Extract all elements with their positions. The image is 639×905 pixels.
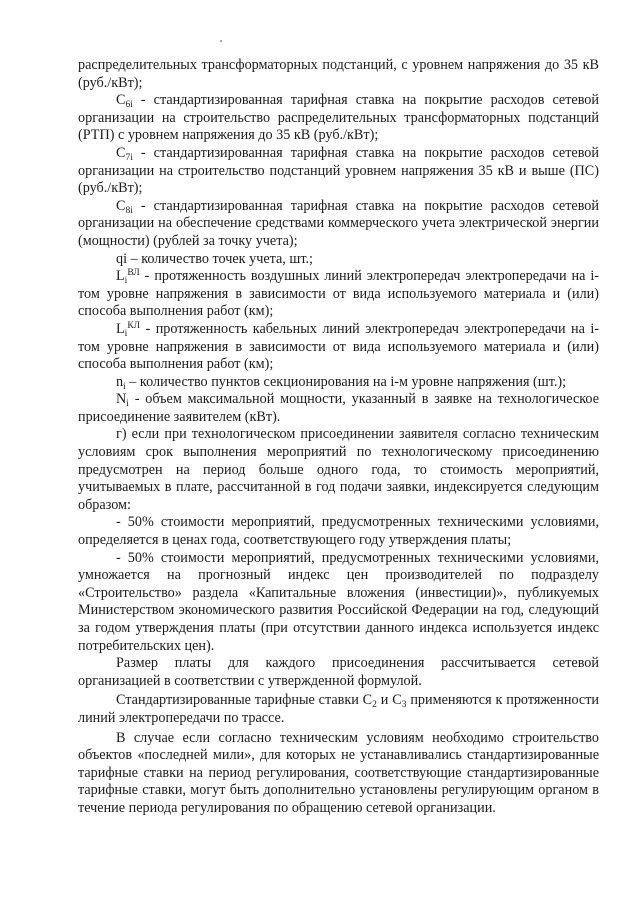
symbol: L <box>116 268 125 285</box>
definition-text: - стандартизированная тарифная ставка на покрытие расходов сетевой организации на обеспечение средствами коммерческого учета электрической энергии (мощности) (рублей за точку учета); <box>78 197 599 249</box>
list-item-first-half: - 50% стоимости мероприятий, предусмотренных техническими условиями, определяется в ценах года, соответствующего году утверждения платы; <box>78 514 599 549</box>
text-part: применяются к протяженности линий электропередачи по трассе. <box>78 692 599 726</box>
paragraph-rtp-continuation: распределительных трансформаторных подстанций, с уровнем напряжения до 35 кВ (руб./кВт); <box>78 57 599 91</box>
definition-text: - стандартизированная тарифная ставка на покрытие расходов сетевой организации на строительство распределительных трансформаторных подстанций (РТП) с уровнем напряжения до 35 кВ (руб./кВт); <box>78 92 599 144</box>
subscript: i <box>124 328 128 339</box>
subscript: i <box>123 381 126 392</box>
paragraph-l-kl <box>78 321 599 374</box>
superscript: КЛ <box>127 320 141 331</box>
subscript: 2 <box>372 700 377 711</box>
symbol: С <box>116 197 126 214</box>
scan-speck <box>220 40 222 42</box>
symbol: С <box>116 144 126 161</box>
superscript: ВЛ <box>127 268 140 279</box>
text-part: и С <box>376 692 402 709</box>
definition-text: - протяженность кабельных линий электропередач электропередачи на i-том уровне напряжения в зависимости от вида используемого материала и (или) способа выполнения работ (км); <box>78 320 599 373</box>
symbol: С <box>116 92 126 109</box>
subscript: 6i <box>125 100 133 111</box>
definition-text: - стандартизированная тарифная ставка на покрытие расходов сетевой организации на строительство подстанций уровнем напряжения 35 кВ и выше (ПС) (руб./кВт); <box>78 144 599 197</box>
symbol: n <box>116 373 124 390</box>
symbol: L <box>116 320 125 337</box>
subscript: 3 <box>401 700 407 711</box>
definition-text: - протяженность воздушных линий электропередач электропередачи на i-том уровне напряжения в зависимости от вида используемого материала и (или) способа выполнения работ (км); <box>78 268 599 320</box>
paragraph-c8 <box>78 198 599 251</box>
definition-text: - объем максимальной мощности, указанный в заявке на технологическое присоединение заявителем (кВт). <box>78 391 599 425</box>
paragraph-ni <box>78 374 599 392</box>
paragraph-Ni <box>78 391 599 426</box>
paragraph-item-g: г) если при технологическом присоединении заявителя согласно техническим условиям срок выполнения мероприятий по технологическому присоединению предусмотрен на период больше одного года, то стоимость мероприятий, учитываемых в плате, рассчитанной в год подачи заявки, индексируется следующим образом: <box>78 426 599 513</box>
paragraph-c6 <box>78 92 599 145</box>
text-part: Стандартизированные тарифные ставки С <box>116 692 373 709</box>
paragraph-c7 <box>78 145 599 198</box>
list-item-second-half: - 50% стоимости мероприятий, предусмотренных техническими условиями, умножается на прогнозный индекс цен производителей по подразделу «Строительство» раздела «Капитальные вложения (инвестиции)», публикуемых Министерством экономического развития Российской Федерации на год, следующий за годом утверждения платы (при отсутствии данного индекса используется индекс потребительских цен). <box>78 549 599 654</box>
subscript: i <box>126 399 129 410</box>
paragraph-fee-size: Размер платы для каждого присоединения рассчитывается сетевой организацией в соответствии с утвержденной формулой. <box>78 655 599 689</box>
subscript: i <box>124 276 128 287</box>
subscript: 8i <box>125 205 133 216</box>
symbol: N <box>116 391 127 408</box>
definition-text: – количество пунктов секционирования на i-м уровне напряжения (шт.); <box>125 373 567 390</box>
paragraph-qi: qi – количество точек учета, шт.; <box>116 250 313 267</box>
paragraph-last-mile: В случае если согласно техническим условиям необходимо строительство объектов «последней мили», для которых не устанавливались стандартизированные тарифные ставки на период регулирования, соответствующие стандартизированные тарифные ставки, могут быть дополнительно установлены регулирующим органом в течение периода регулирования по обращению сетевой организации. <box>78 729 599 816</box>
subscript: 7i <box>125 152 133 163</box>
paragraph-l-vl <box>78 268 599 321</box>
paragraph-rates-c2-c3 <box>78 692 599 727</box>
